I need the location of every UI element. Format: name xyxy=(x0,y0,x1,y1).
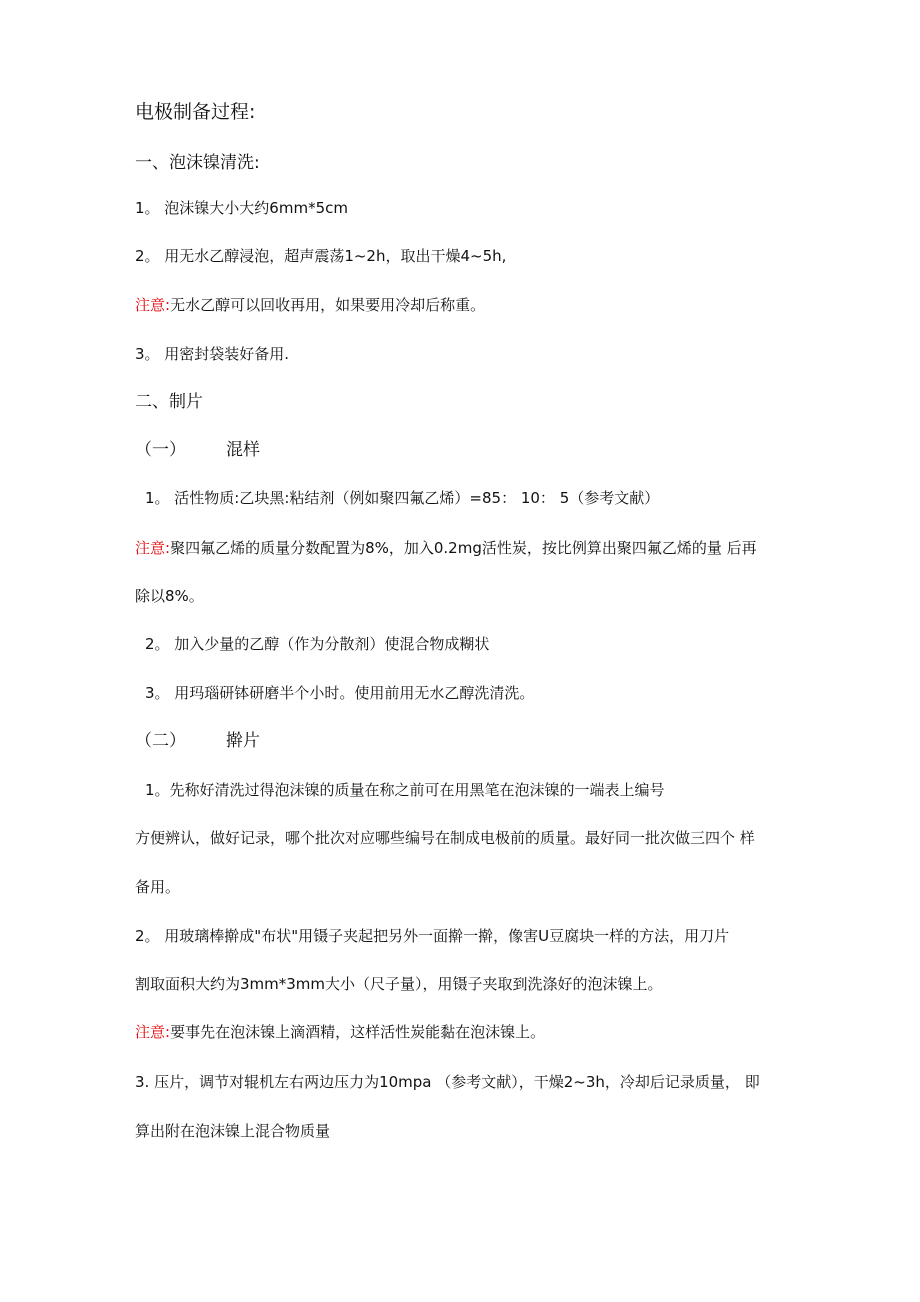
rolling-note xyxy=(135,1022,545,1042)
section-heading-cleaning: 一、泡沫镍清洗: xyxy=(135,153,260,173)
subsection-heading-mixing xyxy=(135,439,260,461)
mixing-step-3: 3。 用玛瑙研钵研磨半个小时。使用前用无水乙醇洗清洗。 xyxy=(145,684,535,702)
subsection-heading-rolling xyxy=(135,730,260,752)
subsection-label: （一） xyxy=(135,440,186,460)
note-text: 无水乙醇可以回收再用，如果要用冷却后称重。 xyxy=(170,296,486,314)
document-title: 电极制备过程: xyxy=(135,101,256,123)
rolling-step-3-line-2: 算出附在泡沫镍上混合物质量 xyxy=(135,1122,331,1140)
rolling-step-1-line-1: 1。先称好清洗过得泡沫镍的质量在称之前可在用黑笔在泡沫镍的一端表上编号 xyxy=(145,781,665,799)
note-text: 聚四氟乙烯的质量分数配置为8%，加入0.2mg活性炭，按比例算出聚四氟乙烯的量 后再 xyxy=(170,539,757,557)
mixing-step-1: 1。 活性物质:乙块黑:粘结剂（例如聚四氟乙烯）=85： 10： 5（参考文献） xyxy=(145,489,660,507)
section-heading-tablet: 二、制片 xyxy=(135,392,203,412)
note-label: 注意: xyxy=(135,539,171,557)
rolling-step-3-line-1: 3. 压片，调节对辊机左右两边压力为10mpa （参考文献），干燥2~3h，冷却后记录质量， 即 xyxy=(135,1073,760,1091)
subsection-label: （二） xyxy=(135,731,186,751)
note-label: 注意: xyxy=(135,296,171,314)
cleaning-step-3: 3。 用密封袋装好备用. xyxy=(135,345,290,363)
mixing-note-line-2: 除以8%。 xyxy=(135,587,204,605)
note-label: 注意: xyxy=(135,1023,171,1041)
cleaning-step-1: 1。 泡沫镍大小大约6mm*5cm xyxy=(135,199,348,217)
rolling-step-2-line-1: 2。 用玻璃棒擀成"布状"用镊子夹起把另外一面擀一擀，像害U豆腐块一样的方法，用刀片 xyxy=(135,927,730,945)
cleaning-step-2: 2。 用无水乙醇浸泡，超声震荡1~2h，取出干燥4~5h, xyxy=(135,247,507,265)
subsection-title: 混样 xyxy=(226,440,260,460)
rolling-step-1-line-2: 方便辨认，做好记录，哪个批次对应哪些编号在制成电极前的质量。最好同一批次做三四个 样 xyxy=(135,829,755,847)
cleaning-note xyxy=(135,295,485,315)
mixing-note-line-1 xyxy=(135,538,757,558)
subsection-title: 擀片 xyxy=(226,731,260,751)
rolling-step-2-line-2: 割取面积大约为3mm*3mm大小（尺子量），用镊子夹取到洗涤好的泡沫镍上。 xyxy=(135,975,663,993)
note-text: 要事先在泡沫镍上滴酒精，这样活性炭能黏在泡沫镍上。 xyxy=(170,1023,546,1041)
mixing-step-2: 2。 加入少量的乙醇（作为分散剂）使混合物成糊状 xyxy=(145,635,490,653)
rolling-step-1-line-3: 备用。 xyxy=(135,878,181,896)
